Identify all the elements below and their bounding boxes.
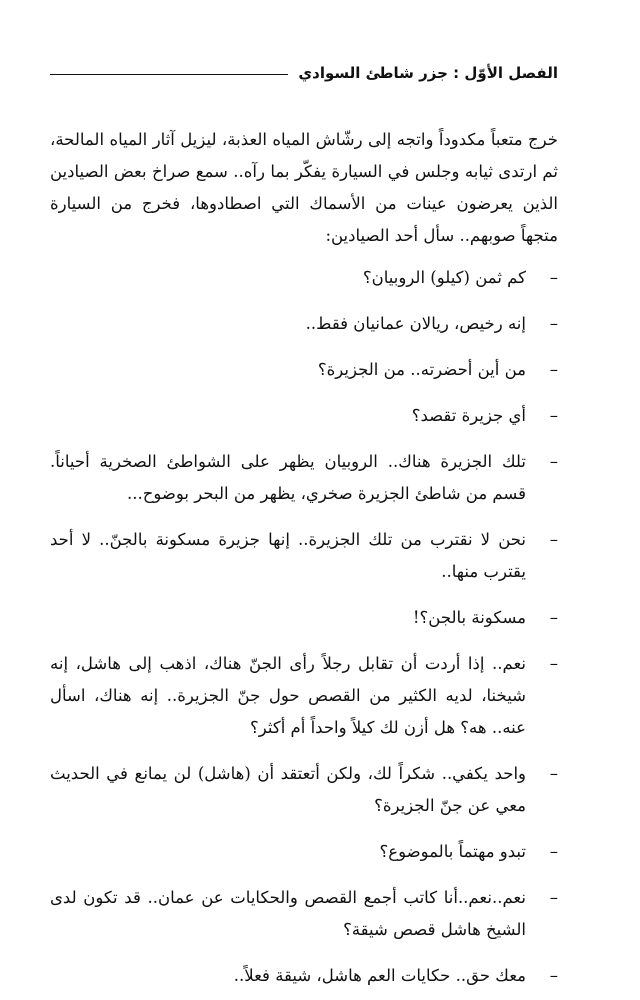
dialogue-line	[50, 354, 558, 386]
dialogue-dash: –	[549, 888, 558, 907]
dialogue-dash: –	[549, 452, 558, 471]
dialogue-line	[50, 758, 558, 822]
dialogue-line	[50, 602, 558, 634]
running-header	[50, 58, 558, 88]
dialogue-line	[50, 960, 558, 992]
dialogue-list	[50, 262, 558, 992]
dialogue-dash: –	[549, 406, 558, 425]
dialogue-text: تبدو مهتماً بالموضوع؟	[379, 842, 526, 861]
dialogue-text: نحن لا نقترب من تلك الجزيرة.. إنها جزيرة مسكونة بالجنّ.. لا أحد يقترب منها..	[50, 530, 526, 581]
dialogue-text: من أين أحضرته.. من الجزيرة؟	[317, 360, 526, 379]
dialogue-text: كم ثمن (كيلو) الروبيان؟	[362, 268, 526, 287]
dialogue-dash: –	[549, 654, 558, 673]
dialogue-text: نعم..نعم..أنا كاتب أجمع القصص والحكايات عن عمان.. قد تكون لدى الشيخ هاشل قصص شيقة؟	[50, 888, 526, 939]
header-rule	[50, 74, 288, 75]
dialogue-line	[50, 262, 558, 294]
dialogue-text: إنه رخيص، ريالان عمانيان فقط..	[305, 314, 526, 333]
dialogue-line	[50, 308, 558, 340]
dialogue-text: معك حق.. حكايات العم هاشل، شيقة فعلاً..	[233, 966, 526, 985]
dialogue-dash: –	[549, 530, 558, 549]
dialogue-dash: –	[549, 966, 558, 985]
dialogue-dash: –	[549, 360, 558, 379]
dialogue-text: أي جزيرة تقصد؟	[411, 406, 526, 425]
dialogue-line	[50, 524, 558, 588]
dialogue-text: تلك الجزيرة هناك.. الروبيان يظهر على الشواطئ الصخرية أحياناً. قسم من شاطئ الجزيرة صخري، يظهر من البحر بوضوح...	[50, 452, 526, 503]
dialogue-text: مسكونة بالجن؟!	[412, 608, 526, 627]
dialogue-line	[50, 836, 558, 868]
chapter-title: الفصل الأوّل : جزر شاطئ السوادي	[298, 64, 558, 82]
dialogue-line	[50, 400, 558, 432]
intro-paragraph: خرج متعباً مكدوداً واتجه إلى رشّاش المياه العذبة، ليزيل آثار المياه المالحة، ثم ارتدى ثيابه وجلس في السيارة يفكّر بما رآه.. سمع صراخ بعض الصيادين الذين يعرضون عينات من الأسماك التي اصطادوها، فخرج من السيارة متجهاً صوبهم.. سأل أحد الصيادين:	[50, 130, 558, 245]
dialogue-line	[50, 446, 558, 510]
dialogue-dash: –	[549, 268, 558, 287]
dialogue-line	[50, 648, 558, 744]
dialogue-dash: –	[549, 764, 558, 783]
dialogue-text: نعم.. إذا أردت أن تقابل رجلاً رأى الجنّ هناك، اذهب إلى هاشل، إنه شيخنا، لديه الكثير من القصص حول جنّ الجزيرة.. إنه هناك، اسأل عنه.. هه؟ هل أزن لك كيلاً واحداً أم أكثر؟	[50, 654, 526, 737]
dialogue-dash: –	[549, 608, 558, 627]
dialogue-text: واحد يكفي.. شكراً لك، ولكن أتعتقد أن (هاشل) لن يمانع في الحديث معي عن جنّ الجزيرة؟	[50, 764, 526, 815]
dialogue-dash: –	[549, 314, 558, 333]
dialogue-line	[50, 882, 558, 946]
dialogue-dash: –	[549, 842, 558, 861]
